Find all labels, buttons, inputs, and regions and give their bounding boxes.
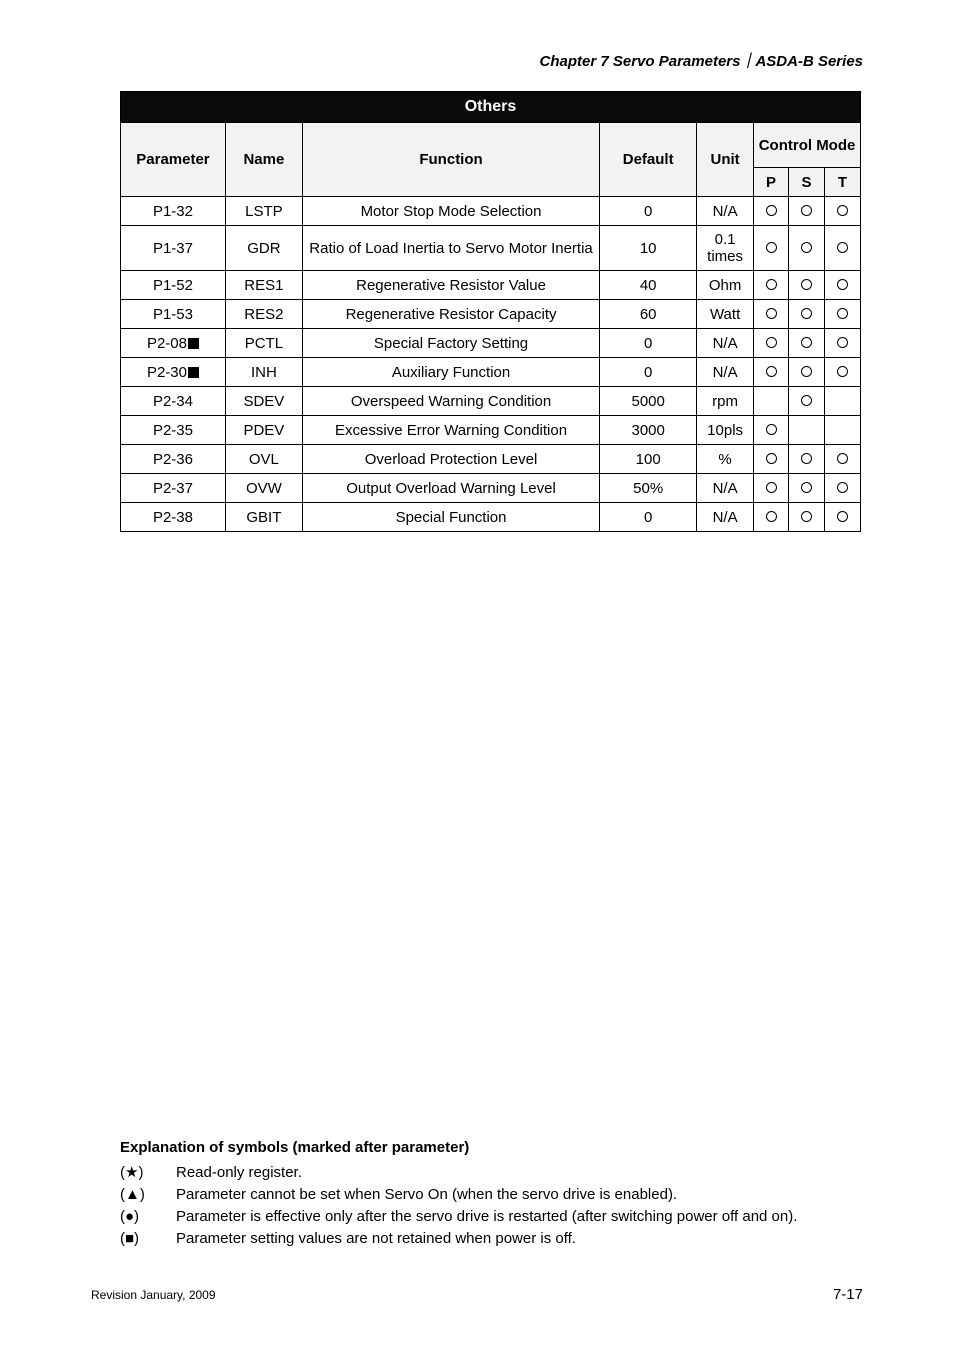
default-cell: 10	[600, 226, 697, 271]
circle-mark-icon	[801, 511, 812, 522]
table-row	[121, 197, 861, 226]
parameter-code: P2-35	[152, 421, 193, 439]
explanation-text: Parameter cannot be set when Servo On (when the servo drive is enabled).	[176, 1185, 678, 1203]
parameter-code: P2-37	[152, 479, 193, 497]
mode-s-cell	[789, 329, 825, 358]
circle-mark-icon	[801, 279, 812, 290]
col-unit: Unit	[697, 123, 754, 197]
mode-t-cell	[824, 226, 860, 271]
name-cell: LSTP	[225, 197, 302, 226]
mode-s-cell	[789, 474, 825, 503]
table-row	[121, 226, 861, 271]
parameter-code: P1-32	[152, 202, 193, 220]
circle-mark-icon	[766, 424, 777, 435]
circle-mark-icon	[837, 242, 848, 253]
parameter-cell	[121, 358, 226, 387]
unit-cell: N/A	[697, 197, 754, 226]
default-cell: 5000	[600, 387, 697, 416]
circle-mark-icon	[837, 482, 848, 493]
mode-p-cell	[754, 445, 789, 474]
circle-mark-icon	[801, 205, 812, 216]
function-cell: Excessive Error Warning Condition	[302, 416, 599, 445]
mode-p-cell	[754, 300, 789, 329]
parameter-code: P2-36	[152, 450, 193, 468]
unit-cell: N/A	[697, 329, 754, 358]
mode-s-cell	[789, 300, 825, 329]
default-cell: 100	[600, 445, 697, 474]
table-body	[121, 197, 861, 532]
function-cell: Output Overload Warning Level	[302, 474, 599, 503]
function-cell: Special Function	[302, 503, 599, 532]
circle-mark-icon	[801, 453, 812, 464]
parameter-cell	[121, 474, 226, 503]
mode-s-cell	[789, 358, 825, 387]
circle-mark-icon	[837, 279, 848, 290]
unit-cell: Ohm	[697, 271, 754, 300]
mode-t-cell	[824, 416, 860, 445]
parameter-cell	[121, 329, 226, 358]
table-row	[121, 445, 861, 474]
parameter-code: P2-08	[146, 334, 187, 352]
explanation-text: Parameter setting values are not retained when power is off.	[176, 1229, 576, 1247]
unit-cell: N/A	[697, 474, 754, 503]
mode-s-cell	[789, 387, 825, 416]
function-cell: Motor Stop Mode Selection	[302, 197, 599, 226]
circle-mark-icon	[837, 337, 848, 348]
function-cell: Ratio of Load Inertia to Servo Motor Inertia	[302, 226, 599, 271]
mode-t-cell	[824, 271, 860, 300]
mode-t-cell	[824, 197, 860, 226]
unit-cell: rpm	[697, 387, 754, 416]
default-cell: 0	[600, 329, 697, 358]
table-row	[121, 358, 861, 387]
name-cell: SDEV	[225, 387, 302, 416]
mode-s-cell	[789, 503, 825, 532]
table-row	[121, 474, 861, 503]
function-cell: Auxiliary Function	[302, 358, 599, 387]
chapter-header: Chapter 7 Servo Parameters｜ASDA-B Series	[539, 53, 863, 70]
explanation-text: Read-only register.	[176, 1163, 302, 1181]
square-mark-icon	[188, 367, 199, 378]
circle-mark-icon	[801, 395, 812, 406]
parameter-cell	[121, 226, 226, 271]
mode-t-cell	[824, 329, 860, 358]
function-cell: Overload Protection Level	[302, 445, 599, 474]
unit-cell: N/A	[697, 358, 754, 387]
parameter-cell	[121, 197, 226, 226]
col-parameter: Parameter	[121, 123, 226, 197]
square-symbol: (■)	[120, 1229, 140, 1247]
table-row	[121, 300, 861, 329]
table-row	[121, 503, 861, 532]
mode-s-cell	[789, 226, 825, 271]
circle-mark-icon	[766, 511, 777, 522]
table-row	[121, 329, 861, 358]
circle-mark-icon	[801, 337, 812, 348]
circle-mark-icon	[801, 242, 812, 253]
mode-t-cell	[824, 445, 860, 474]
circle-mark-icon	[837, 308, 848, 319]
parameter-cell	[121, 387, 226, 416]
explanation-item	[120, 1227, 797, 1249]
name-cell: GDR	[225, 226, 302, 271]
name-cell: OVW	[225, 474, 302, 503]
name-cell: OVL	[225, 445, 302, 474]
circle-mark-icon	[766, 366, 777, 377]
name-cell: GBIT	[225, 503, 302, 532]
circle-mark-icon	[801, 482, 812, 493]
parameter-code: P2-34	[152, 392, 193, 410]
mode-p-cell	[754, 416, 789, 445]
mode-t-cell	[824, 387, 860, 416]
explanation-item	[120, 1183, 797, 1205]
circle-mark-icon	[837, 366, 848, 377]
parameter-code: P1-37	[152, 239, 193, 257]
circle-mark-icon	[766, 482, 777, 493]
table-row	[121, 271, 861, 300]
mode-t-cell	[824, 503, 860, 532]
mode-t-cell	[824, 358, 860, 387]
page-number: 7-17	[832, 1286, 863, 1303]
mode-s-cell	[789, 445, 825, 474]
mode-p-cell	[754, 271, 789, 300]
function-cell: Regenerative Resistor Value	[302, 271, 599, 300]
table-title: Others	[121, 92, 861, 123]
parameter-cell	[121, 271, 226, 300]
explanation-text: Parameter is effective only after the servo drive is restarted (after switching power off and on).	[176, 1207, 798, 1225]
function-cell: Special Factory Setting	[302, 329, 599, 358]
function-cell: Regenerative Resistor Capacity	[302, 300, 599, 329]
function-cell: Overspeed Warning Condition	[302, 387, 599, 416]
triangle-symbol: (▲)	[120, 1185, 145, 1203]
default-cell: 40	[600, 271, 697, 300]
col-default: Default	[600, 123, 697, 197]
parameter-code: P1-52	[152, 276, 193, 294]
name-cell: PCTL	[225, 329, 302, 358]
parameter-code: P1-53	[152, 305, 193, 323]
circle-mark-icon	[801, 366, 812, 377]
table-row	[121, 416, 861, 445]
default-cell: 0	[600, 503, 697, 532]
star-symbol: (★)	[120, 1164, 144, 1181]
circle-mark-icon	[837, 453, 848, 464]
circle-mark-icon	[766, 242, 777, 253]
mode-p-cell	[754, 358, 789, 387]
mode-p-cell	[754, 474, 789, 503]
mode-p-cell	[754, 197, 789, 226]
unit-cell: 0.1 times	[697, 226, 754, 271]
col-p: P	[754, 168, 789, 197]
col-t: T	[824, 168, 860, 197]
table-row	[121, 387, 861, 416]
name-cell: RES2	[225, 300, 302, 329]
circle-mark-icon	[766, 308, 777, 319]
col-name: Name	[225, 123, 302, 197]
name-cell: PDEV	[225, 416, 302, 445]
mode-p-cell	[754, 329, 789, 358]
col-control-mode: Control Mode	[754, 123, 861, 168]
parameter-table	[120, 91, 861, 532]
unit-cell: N/A	[697, 503, 754, 532]
default-cell: 50%	[600, 474, 697, 503]
explanation-item	[120, 1161, 797, 1183]
col-s: S	[789, 168, 825, 197]
circle-mark-icon	[801, 308, 812, 319]
parameter-cell	[121, 300, 226, 329]
name-cell: RES1	[225, 271, 302, 300]
default-cell: 3000	[600, 416, 697, 445]
unit-cell: 10pls	[697, 416, 754, 445]
circle-mark-icon	[766, 337, 777, 348]
circle-mark-icon	[766, 279, 777, 290]
mode-t-cell	[824, 300, 860, 329]
circle-mark-icon	[766, 453, 777, 464]
mode-p-cell	[754, 387, 789, 416]
default-cell: 0	[600, 197, 697, 226]
mode-s-cell	[789, 416, 825, 445]
circle-mark-icon	[837, 205, 848, 216]
symbol-explanation	[120, 1139, 797, 1249]
parameter-cell	[121, 416, 226, 445]
circle-symbol: (●)	[120, 1207, 140, 1225]
mode-s-cell	[789, 271, 825, 300]
col-function: Function	[302, 123, 599, 197]
unit-cell: Watt	[697, 300, 754, 329]
square-mark-icon	[188, 338, 199, 349]
parameter-cell	[121, 445, 226, 474]
explanation-item	[120, 1205, 797, 1227]
circle-mark-icon	[837, 511, 848, 522]
name-cell: INH	[225, 358, 302, 387]
circle-mark-icon	[766, 205, 777, 216]
parameter-code: P2-38	[152, 508, 193, 526]
mode-p-cell	[754, 226, 789, 271]
parameter-code: P2-30	[146, 363, 187, 381]
default-cell: 60	[600, 300, 697, 329]
parameter-cell	[121, 503, 226, 532]
mode-s-cell	[789, 197, 825, 226]
revision-note: Revision January, 2009	[91, 1288, 216, 1302]
mode-t-cell	[824, 474, 860, 503]
explanation-title: Explanation of symbols (marked after parameter)	[120, 1139, 470, 1156]
mode-p-cell	[754, 503, 789, 532]
default-cell: 0	[600, 358, 697, 387]
unit-cell: %	[697, 445, 754, 474]
